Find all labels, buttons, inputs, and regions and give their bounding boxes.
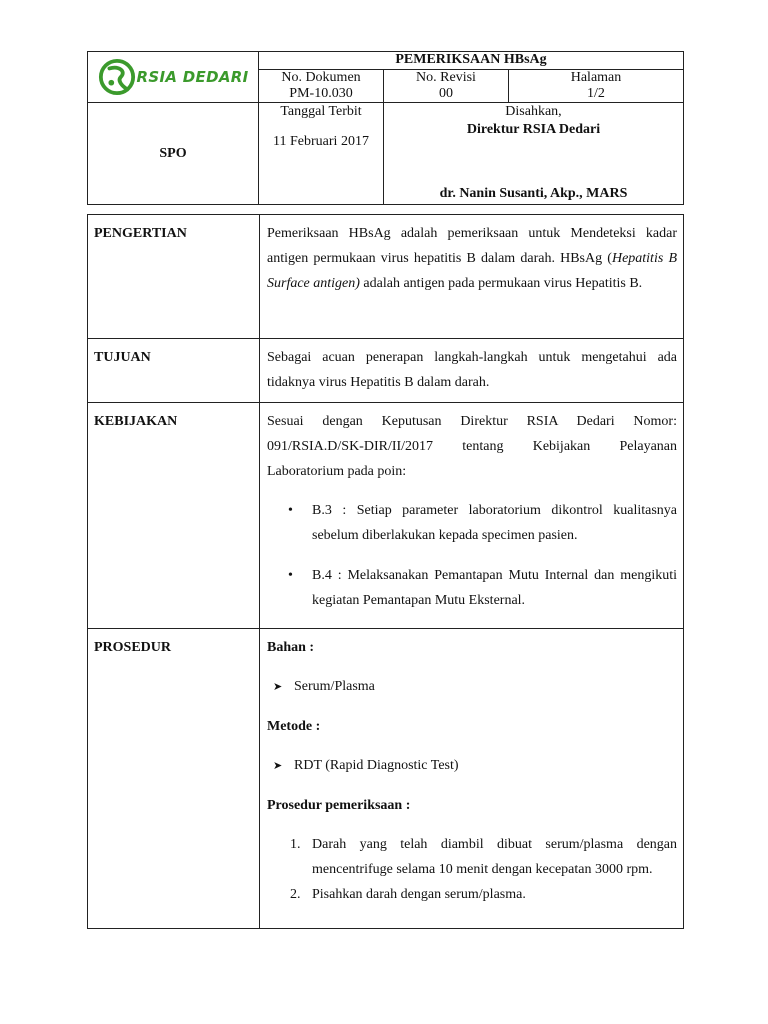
no-revisi-cell	[384, 70, 509, 103]
prosedur-pemeriksaan-heading: Prosedur pemeriksaan :	[267, 798, 411, 813]
pengertian-text-part-1: Pemeriksaan HBsAg adalah pemeriksaan untuk Mendeteksi kadar antigen permukaan virus hepatitis B dalam darah. HBsAg (	[267, 226, 677, 266]
row-prosedur	[88, 629, 684, 929]
tujuan-text: Sebagai acuan penerapan langkah-langkah untuk mengetahui ada tidaknya virus Hepatitis B dalam darah.	[267, 350, 677, 390]
bullet-text: B.3 : Setiap parameter laboratorium dikontrol kualitasnya sebelum diberlakukan kepada specimen pasien.	[312, 503, 677, 543]
tanggal-terbit-cell	[259, 103, 384, 205]
no-revisi-value: 00	[439, 86, 453, 101]
step-number: 2.	[290, 887, 301, 902]
direktur-title: Direktur RSIA Dedari	[466, 122, 601, 137]
metode-item: RDT (Rapid Diagnostic Test)	[294, 758, 459, 773]
metode-heading: Metode :	[267, 719, 321, 734]
pengesahan-cell	[384, 103, 684, 205]
list-item	[267, 832, 677, 882]
halaman-cell	[509, 70, 684, 103]
step-text: Pisahkan darah dengan serum/plasma.	[312, 887, 526, 902]
logo-cell	[88, 52, 259, 103]
list-item	[267, 753, 677, 778]
disahkan-label: Disahkan,	[505, 104, 562, 119]
bullet-icon: •	[288, 568, 293, 583]
list-item	[267, 498, 677, 548]
no-dokumen-label: No. Dokumen	[281, 70, 361, 85]
kebijakan-label: KEBIJAKAN	[88, 403, 260, 629]
bullet-icon: •	[288, 503, 293, 518]
document-header-table	[87, 51, 684, 205]
hospital-logo	[88, 52, 258, 102]
list-item	[267, 674, 677, 699]
list-item	[267, 563, 677, 613]
step-text: Darah yang telah diambil dibuat serum/plasma dengan mencentrifuge selama 10 menit dengan kecepatan 3000 rpm.	[312, 837, 677, 877]
no-dokumen-value: PM-10.030	[289, 86, 353, 101]
kebijakan-bullet-list	[267, 498, 677, 613]
bullet-text: B.4 : Melaksanakan Pemantapan Mutu Internal dan mengikuti kegiatan Pemantapan Mutu Eksternal.	[312, 568, 677, 608]
tanggal-terbit-label: Tanggal Terbit	[280, 104, 362, 119]
logo-wordmark: RSIA DEDARI	[136, 68, 249, 86]
kebijakan-content	[260, 403, 684, 629]
arrow-bullet-icon: ➤	[273, 759, 283, 772]
spo-label: SPO	[88, 103, 259, 205]
list-item	[267, 882, 677, 907]
prosedur-steps-list	[267, 832, 677, 907]
row-pengertian	[88, 215, 684, 339]
tanggal-terbit-value: 11 Februari 2017	[273, 134, 369, 149]
row-kebijakan	[88, 403, 684, 629]
document-title: PEMERIKSAAN HBsAg	[259, 52, 684, 70]
no-dokumen-cell	[259, 70, 384, 103]
step-number: 1.	[290, 837, 301, 852]
arrow-bullet-icon: ➤	[273, 680, 283, 693]
signatory-name: dr. Nanin Susanti, Akp., MARS	[439, 186, 628, 201]
prosedur-content	[260, 629, 684, 929]
pengertian-text-part-2: adalah antigen pada permukaan virus Hepatitis B.	[359, 276, 643, 291]
kebijakan-text: Sesuai dengan Keputusan Direktur RSIA Dedari Nomor: 091/RSIA.D/SK-DIR/II/2017 tentang Kebijakan Pelayanan Laboratorium pada poin:	[267, 414, 677, 479]
tujuan-label: TUJUAN	[88, 339, 260, 403]
document-content-table	[87, 214, 684, 929]
logo-mark-icon	[98, 58, 136, 96]
tujuan-content	[260, 339, 684, 403]
row-tujuan	[88, 339, 684, 403]
halaman-label: Halaman	[570, 70, 622, 85]
prosedur-label: PROSEDUR	[88, 629, 260, 929]
pengertian-content	[260, 215, 684, 339]
bahan-heading: Bahan :	[267, 640, 315, 655]
pengertian-label: PENGERTIAN	[88, 215, 260, 339]
pengertian-text-italic: Hepatitis B Surface antigen)	[267, 251, 677, 291]
halaman-value: 1/2	[587, 86, 605, 101]
pengertian-text	[267, 221, 677, 296]
no-revisi-label: No. Revisi	[416, 70, 476, 85]
bahan-item: Serum/Plasma	[294, 679, 375, 694]
